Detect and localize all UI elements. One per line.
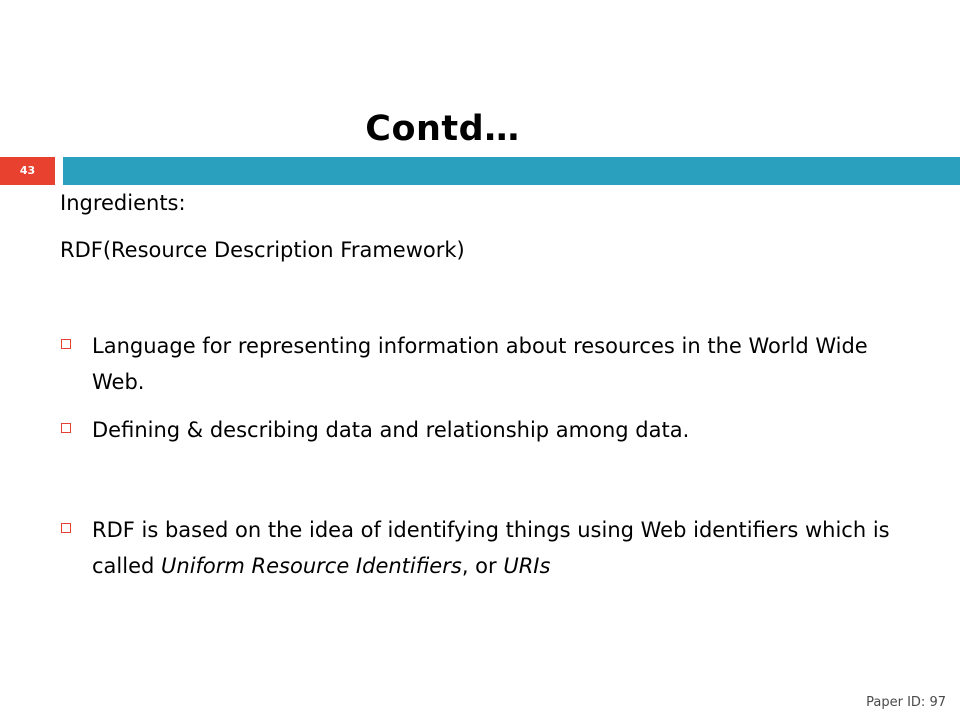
rdf-subheading: RDF(Resource Description Framework) bbox=[60, 238, 465, 262]
bullet-text bbox=[92, 512, 910, 584]
bullet-item bbox=[60, 412, 910, 448]
slide-number: 43 bbox=[0, 157, 55, 185]
bullet-item bbox=[60, 328, 910, 400]
bullet-text: Language for representing information about resources in the World Wide Web. bbox=[92, 334, 868, 394]
bullet-text: Defining & describing data and relationship among data. bbox=[92, 418, 690, 442]
bullet-text-start: RDF is based on the idea of identifying things using Web identifiers which is called bbox=[92, 518, 890, 578]
header-bar bbox=[63, 157, 960, 185]
paper-id-footer: Paper ID: 97 bbox=[866, 695, 946, 710]
square-bullet-icon bbox=[61, 523, 71, 533]
bullet-item bbox=[60, 512, 910, 584]
uri-acronym: URIs bbox=[503, 554, 551, 578]
uri-full-term: Uniform Resource Identifiers bbox=[161, 554, 462, 578]
ingredients-heading: Ingredients: bbox=[60, 191, 186, 215]
bullet-text-mid: , or bbox=[461, 554, 504, 578]
square-bullet-icon bbox=[61, 423, 71, 433]
slide-title: Contd… bbox=[365, 109, 520, 149]
square-bullet-icon bbox=[61, 339, 71, 349]
